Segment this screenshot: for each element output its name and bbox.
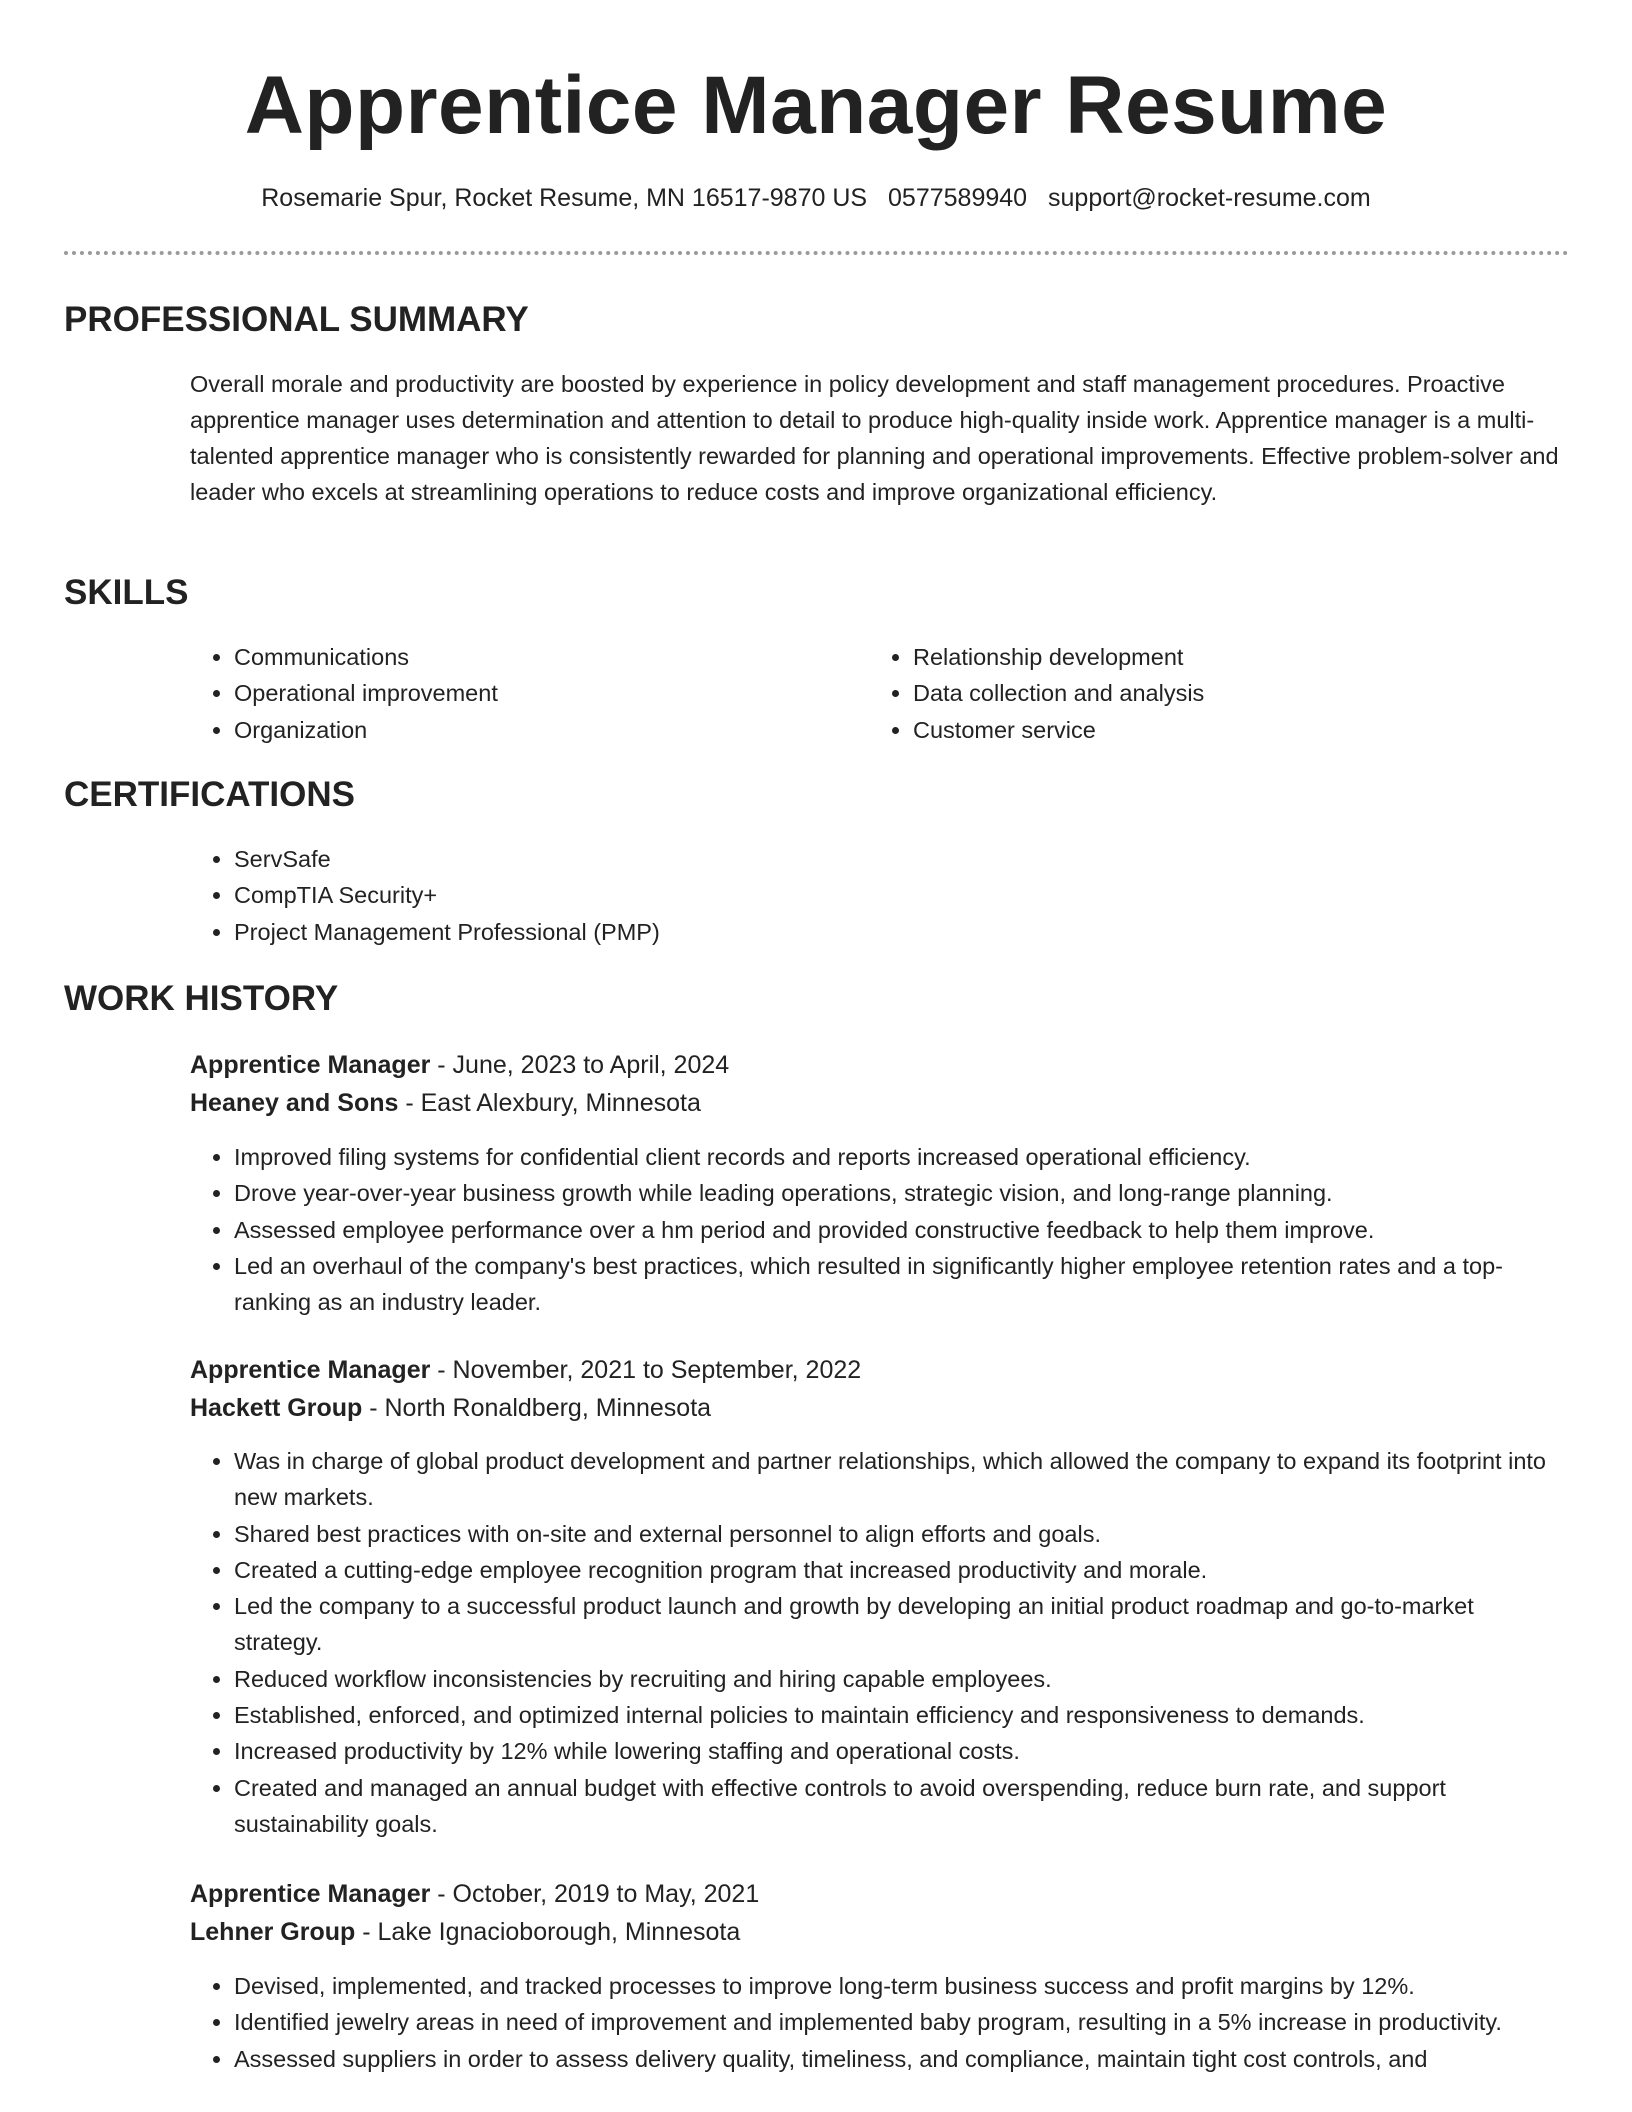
certification-item: • ServSafe	[234, 841, 1568, 877]
job-title: Apprentice Manager	[190, 1880, 431, 1908]
skills-left-column	[190, 639, 830, 748]
job-bullet: • Identified jewelry areas in need of improvement and implemented baby program, resulting in a 5% increase in productivity.	[234, 2004, 1568, 2040]
skills-list-right	[869, 639, 1509, 748]
skill-item: • Organization	[234, 712, 830, 748]
job-location: - North Ronaldberg, Minnesota	[362, 1394, 712, 1422]
job-dates: - October, 2019 to May, 2021	[430, 1880, 760, 1908]
job-bullet: • Improved filing systems for confidential client records and reports increased operational efficiency.	[234, 1139, 1568, 1175]
certifications-block	[190, 841, 1568, 950]
contact-email: support@rocket-resume.com	[1048, 184, 1371, 212]
certification-item: • CompTIA Security+	[234, 877, 1568, 913]
resume-title: Apprentice Manager Resume	[244, 60, 1388, 151]
job-bullets-block	[190, 1139, 1568, 1320]
job-company: Lehner Group	[190, 1918, 356, 1946]
certification-item: • Project Management Professional (PMP)	[234, 914, 1568, 950]
job-bullet: • Created and managed an annual budget with effective controls to avoid overspending, reduce burn rate, and support sustainability goals.	[234, 1770, 1568, 1843]
job-entry	[190, 1351, 1568, 1427]
job-entry	[190, 1046, 1568, 1122]
contact-line	[0, 180, 1632, 216]
job-bullets	[190, 1968, 1568, 2077]
skill-item: • Operational improvement	[234, 675, 830, 711]
job-company-line	[190, 1913, 1568, 1951]
job-dates: - June, 2023 to April, 2024	[430, 1051, 730, 1079]
job-bullets	[190, 1139, 1568, 1320]
job-company-line	[190, 1084, 1568, 1122]
skills-right-column	[869, 639, 1509, 748]
skill-item: • Customer service	[913, 712, 1509, 748]
job-bullets-block	[190, 1968, 1568, 2077]
job-location: - East Alexbury, Minnesota	[398, 1089, 701, 1117]
job-bullets-block	[190, 1443, 1568, 1842]
job-company-line	[190, 1389, 1568, 1427]
summary-text: Overall morale and productivity are boosted by experience in policy development and staff management procedures. Proactive apprentice manager uses determination and attention to detail to produce high-quality inside work. Apprentice manager is a multi-talented apprentice manager who is consistently rewarded for planning and operational improvements. Effective problem-solver and leader who excels at streamlining operations to reduce costs and improve organizational efficiency.	[190, 371, 1559, 505]
job-company: Heaney and Sons	[190, 1089, 399, 1117]
job-bullet: • Was in charge of global product development and partner relationships, which allowed the company to expand its footprint into new markets.	[234, 1443, 1568, 1516]
header-divider	[64, 251, 1569, 255]
job-company: Hackett Group	[190, 1394, 363, 1422]
skill-item: • Data collection and analysis	[913, 675, 1509, 711]
skill-item: • Relationship development	[913, 639, 1509, 675]
certifications-heading: CERTIFICATIONS	[64, 775, 356, 814]
job-title-line	[190, 1875, 1568, 1913]
contact-address: Rosemarie Spur, Rocket Resume, MN 16517-9870 US	[261, 184, 868, 212]
job-location: - Lake Ignacioborough, Minnesota	[355, 1918, 741, 1946]
summary-heading: PROFESSIONAL SUMMARY	[64, 300, 529, 339]
skills-heading: SKILLS	[64, 573, 189, 612]
job-bullet: • Led an overhaul of the company's best practices, which resulted in significantly higher employee retention rates and a top-ranking as an industry leader.	[234, 1248, 1568, 1321]
job-bullet: • Assessed suppliers in order to assess delivery quality, timeliness, and compliance, maintain tight cost controls, and	[234, 2041, 1568, 2077]
job-bullet: • Drove year-over-year business growth while leading operations, strategic vision, and long-range planning.	[234, 1175, 1568, 1211]
job-bullet: • Devised, implemented, and tracked processes to improve long-term business success and profit margins by 12%.	[234, 1968, 1568, 2004]
job-bullet: • Reduced workflow inconsistencies by recruiting and hiring capable employees.	[234, 1661, 1568, 1697]
work-history-heading: WORK HISTORY	[64, 979, 339, 1018]
skill-item: • Communications	[234, 639, 830, 675]
job-title-line	[190, 1046, 1568, 1084]
job-bullets	[190, 1443, 1568, 1842]
contact-phone: 0577589940	[888, 184, 1028, 212]
job-title: Apprentice Manager	[190, 1356, 431, 1384]
job-title: Apprentice Manager	[190, 1051, 431, 1079]
job-bullet: • Assessed employee performance over a hm period and provided constructive feedback to help them improve.	[234, 1212, 1568, 1248]
job-bullet: • Increased productivity by 12% while lowering staffing and operational costs.	[234, 1733, 1568, 1769]
job-bullet: • Established, enforced, and optimized internal policies to maintain efficiency and responsiveness to demands.	[234, 1697, 1568, 1733]
job-dates: - November, 2021 to September, 2022	[430, 1356, 862, 1384]
job-bullet: • Created a cutting-edge employee recognition program that increased productivity and morale.	[234, 1552, 1568, 1588]
job-bullet: • Shared best practices with on-site and external personnel to align efforts and goals.	[234, 1516, 1568, 1552]
job-title-line	[190, 1351, 1568, 1389]
certifications-list	[190, 841, 1568, 950]
job-entry	[190, 1875, 1568, 1951]
job-bullet: • Led the company to a successful product launch and growth by developing an initial product roadmap and go-to-market strategy.	[234, 1588, 1568, 1661]
skills-list-left	[190, 639, 830, 748]
